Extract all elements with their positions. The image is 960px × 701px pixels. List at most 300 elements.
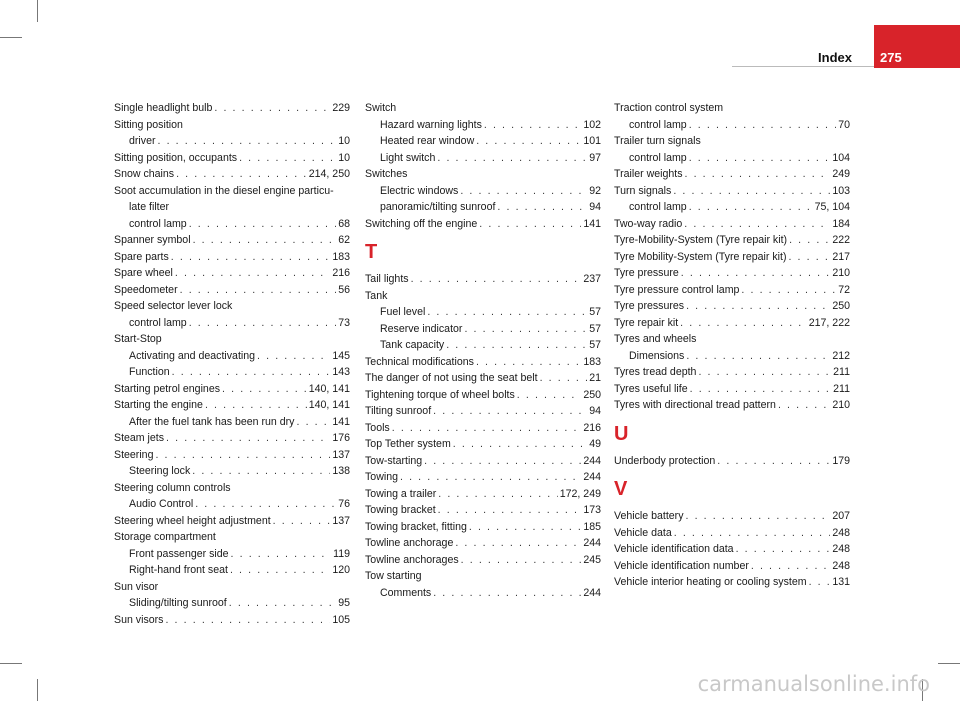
entry-page-number: 245 [583, 553, 601, 566]
index-entry [114, 513, 350, 530]
index-subentry [114, 496, 350, 513]
entry-page-number: 244 [583, 586, 601, 599]
entry-term: Tyre Mobility-System (Tyre repair kit) [614, 250, 787, 263]
leader-dots [681, 265, 831, 282]
leader-dots [686, 298, 830, 315]
entry-term: Front passenger side [129, 547, 229, 560]
leader-dots [680, 315, 807, 332]
entry-term: Tank capacity [380, 339, 445, 351]
leader-dots [476, 133, 581, 150]
index-subentry [114, 133, 350, 150]
entry-page-number: 101 [583, 135, 601, 147]
index-heading: Sitting position [114, 118, 183, 131]
leader-dots [166, 430, 330, 447]
index-heading: Switches [365, 168, 408, 180]
index-subentry [114, 216, 350, 233]
crop-mark [0, 663, 22, 664]
entry-page-number: 249 [832, 168, 850, 180]
entry-term: Tyre pressure control lamp [614, 283, 740, 296]
entry-term: Light switch [380, 151, 436, 164]
index-subentry [614, 199, 850, 216]
entry-term: Electric windows [380, 184, 459, 197]
entry-term: Technical modifications [365, 355, 474, 368]
entry-term: Audio Control [129, 498, 194, 510]
leader-dots [736, 541, 831, 558]
entry-term: Tyre pressure [614, 267, 679, 279]
entry-term: Speedometer [114, 283, 178, 296]
entry-page-number: 210 [832, 399, 850, 411]
entry-page-number: 76 [338, 498, 350, 510]
leader-dots [172, 364, 331, 381]
leader-dots [461, 552, 582, 569]
entry-term: Heated rear window [380, 135, 475, 147]
index-entry [614, 574, 850, 591]
leader-dots [788, 249, 830, 266]
entry-term: Sliding/tilting sunroof [129, 597, 227, 609]
entry-term: Snow chains [114, 168, 175, 180]
index-entry [614, 541, 850, 558]
leader-dots [698, 364, 831, 381]
index-entry [365, 370, 601, 387]
entry-page-number: 73 [338, 316, 350, 329]
entry-term: Tail lights [365, 273, 409, 285]
entry-page-number: 137 [332, 514, 350, 527]
index-subentry [114, 562, 350, 579]
leader-dots [689, 117, 837, 134]
entry-term: Function [129, 366, 170, 378]
index-entry [114, 430, 350, 447]
entry-term: Vehicle identification number [614, 559, 749, 572]
index-entry [614, 558, 850, 575]
leader-dots [433, 403, 587, 420]
entry-term: control lamp [629, 118, 687, 131]
entry-term: Turn signals [614, 184, 672, 197]
index-entry [614, 216, 850, 233]
entry-page-number: 248 [832, 559, 850, 572]
leader-dots [686, 508, 831, 525]
leader-dots [176, 166, 307, 183]
entry-page-number: 10 [338, 151, 350, 164]
leader-dots [686, 348, 830, 365]
leader-dots [809, 574, 831, 591]
entry-term: Hazard warning lights [380, 118, 482, 131]
leader-dots [193, 232, 337, 249]
index-entry [614, 183, 850, 200]
index-heading: Switch [365, 102, 397, 114]
leader-dots [296, 414, 330, 431]
entry-term: Vehicle interior heating or cooling system [614, 576, 807, 588]
index-entry [365, 387, 601, 404]
crop-mark [37, 679, 38, 701]
index-entry [114, 166, 350, 183]
index-subentry [365, 199, 601, 216]
index-entry [614, 397, 850, 414]
leader-dots [427, 304, 587, 321]
entry-term: control lamp [629, 201, 687, 213]
leader-dots [175, 265, 330, 282]
index-subentry [365, 321, 601, 338]
leader-dots [460, 183, 587, 200]
leader-dots [517, 387, 582, 404]
index-entry [614, 249, 850, 266]
entry-term: Tightening torque of wheel bolts [365, 388, 515, 401]
index-subentry [365, 133, 601, 150]
entry-term: Reserve indicator [380, 322, 463, 335]
leader-dots [171, 249, 331, 266]
index-heading: Speed selector lever lock [114, 300, 233, 312]
entry-term: control lamp [629, 151, 687, 164]
index-subentry [114, 463, 350, 480]
index-entry [614, 166, 850, 183]
index-heading: late filter [129, 201, 170, 213]
index-entry [614, 315, 850, 332]
entry-term: Tow-starting [365, 454, 423, 467]
entry-term: Towing [365, 471, 398, 483]
leader-dots [673, 183, 830, 200]
leader-dots [685, 166, 831, 183]
leader-dots [239, 150, 336, 167]
index-entry [365, 271, 601, 288]
index-heading: Trailer turn signals [614, 135, 701, 147]
entry-term: Vehicle identification data [614, 543, 734, 555]
leader-dots [438, 502, 582, 519]
index-subentry [365, 150, 601, 167]
index-entry [614, 453, 850, 470]
entry-term: After the fuel tank has been run dry [129, 415, 295, 428]
entry-page-number: 216 [583, 421, 601, 434]
entry-term: Vehicle battery [614, 510, 684, 522]
entry-page-number: 173 [583, 504, 601, 516]
entry-term: Towing a trailer [365, 487, 437, 500]
index-heading: Traction control system [614, 102, 724, 114]
leader-dots [180, 282, 337, 299]
leader-dots [741, 282, 836, 299]
index-subentry [365, 304, 601, 321]
leader-dots [158, 133, 337, 150]
page-title: Index [818, 50, 852, 65]
entry-term: Starting the engine [114, 399, 203, 411]
entry-page-number: 172, 249 [559, 487, 601, 500]
entry-term: control lamp [129, 316, 187, 329]
entry-term: Sun visors [114, 613, 164, 626]
leader-dots [165, 612, 330, 629]
entry-page-number: 229 [332, 102, 350, 114]
index-entry [114, 232, 350, 249]
entry-term: The danger of not using the seat belt [365, 372, 538, 384]
index-heading: Start-Stop [114, 333, 162, 345]
index-entry [614, 364, 850, 381]
leader-dots [751, 558, 830, 575]
index-entry [114, 612, 350, 629]
entry-page-number: 140, 141 [308, 399, 350, 411]
page-number-tab [874, 25, 960, 68]
entry-term: Activating and deactivating [129, 349, 256, 362]
crop-mark [938, 663, 960, 664]
index-entry [614, 525, 850, 542]
entry-term: Tyres useful life [614, 382, 688, 395]
index-entry [114, 265, 350, 282]
index-entry [365, 535, 601, 552]
entry-term: Fuel level [380, 306, 426, 318]
entry-page-number: 244 [583, 537, 601, 549]
leader-dots [479, 216, 581, 233]
entry-page-number: 248 [832, 543, 850, 555]
index-entry [614, 232, 850, 249]
leader-dots [789, 232, 830, 249]
index-subentry [114, 348, 350, 365]
entry-term: Two-way radio [614, 217, 683, 230]
entry-page-number: 214, 250 [308, 168, 350, 180]
index-heading: Sun visor [114, 580, 159, 593]
index-subentry [114, 315, 350, 332]
entry-term: Trailer weights [614, 168, 683, 180]
index-entry [114, 397, 350, 414]
leader-dots [438, 486, 558, 503]
section-letter: T [365, 241, 378, 263]
index-subentry [365, 585, 601, 602]
entry-term: Starting petrol engines [114, 382, 221, 395]
entry-term: Tools [365, 421, 390, 434]
entry-page-number: 68 [338, 217, 350, 230]
index-heading: Tyres and wheels [614, 333, 697, 345]
entry-page-number: 210 [832, 267, 850, 279]
entry-term: Right-hand front seat [129, 564, 228, 576]
leader-dots [433, 585, 581, 602]
entry-term: Tyre pressures [614, 300, 685, 312]
index-entry [614, 508, 850, 525]
entry-term: Towing bracket [365, 504, 436, 516]
index-entry [365, 502, 601, 519]
entry-term: Tilting sunroof [365, 405, 432, 417]
entry-page-number: 10 [338, 135, 350, 147]
index-subentry [365, 117, 601, 134]
entry-term: Towline anchorages [365, 553, 459, 566]
index-subentry [614, 348, 850, 365]
entry-term: Tyre-Mobility-System (Tyre repair kit) [614, 234, 788, 246]
crop-mark [37, 0, 38, 22]
crop-mark [0, 37, 22, 38]
index-heading: Steering column controls [114, 481, 231, 494]
leader-dots [717, 453, 830, 470]
index-heading: Soot accumulation in the diesel engine particu- [114, 184, 334, 197]
index-entry [114, 249, 350, 266]
entry-page-number: 102 [583, 118, 601, 131]
entry-term: panoramic/tilting sunroof [380, 201, 496, 213]
index-column-1 [114, 100, 350, 628]
leader-dots [684, 216, 830, 233]
leader-dots [453, 436, 587, 453]
entry-page-number: 250 [832, 300, 850, 312]
entry-page-number: 183 [583, 355, 601, 368]
index-entry [365, 420, 601, 437]
index-heading: Tow starting [365, 570, 422, 582]
leader-dots [155, 447, 330, 464]
index-subentry [365, 337, 601, 354]
entry-page-number: 57 [589, 306, 601, 318]
index-entry [365, 519, 601, 536]
leader-dots [540, 370, 588, 387]
index-entry [614, 265, 850, 282]
leader-dots [400, 469, 581, 486]
entry-page-number: 140, 141 [308, 382, 350, 395]
entry-page-number: 72 [838, 283, 850, 296]
index-entry [365, 453, 601, 470]
entry-term: Towline anchorage [365, 537, 454, 549]
entry-page-number: 70 [838, 118, 850, 131]
leader-dots [392, 420, 582, 437]
index-subentry [114, 364, 350, 381]
entry-term: Dimensions [629, 349, 685, 362]
index-entry [365, 469, 601, 486]
entry-page-number: 183 [332, 250, 350, 263]
page-number: 275 [880, 50, 902, 65]
index-entry [114, 100, 350, 117]
entry-page-number: 104 [832, 151, 850, 164]
index-entry [365, 436, 601, 453]
entry-page-number: 217 [832, 250, 850, 263]
entry-page-number: 137 [332, 448, 350, 461]
index-subentry [614, 150, 850, 167]
entry-page-number: 62 [338, 234, 350, 246]
leader-dots [222, 381, 307, 398]
leader-dots [424, 453, 581, 470]
index-entry [365, 216, 601, 233]
entry-page-number: 95 [338, 597, 350, 609]
entry-page-number: 49 [589, 438, 601, 450]
index-entry [114, 150, 350, 167]
index-subentry [114, 595, 350, 612]
index-entry [614, 298, 850, 315]
entry-page-number: 94 [589, 201, 601, 213]
entry-page-number: 179 [832, 454, 850, 467]
entry-term: Steering lock [129, 465, 191, 477]
entry-page-number: 237 [583, 273, 601, 285]
entry-page-number: 185 [583, 520, 601, 533]
leader-dots [195, 496, 336, 513]
leader-dots [469, 519, 581, 536]
watermark: carmanualsonline.info [697, 672, 930, 696]
index-heading: Tank [365, 289, 388, 302]
entry-term: Steering wheel height adjustment [114, 514, 271, 527]
entry-term: Tyre repair kit [614, 316, 679, 329]
entry-page-number: 250 [583, 388, 601, 401]
entry-page-number: 119 [333, 547, 350, 560]
entry-page-number: 21 [589, 372, 601, 384]
leader-dots [437, 150, 587, 167]
entry-term: driver [129, 135, 156, 147]
entry-page-number: 184 [832, 217, 850, 230]
entry-term: Single headlight bulb [114, 102, 213, 114]
entry-page-number: 248 [832, 526, 850, 539]
entry-term: Towing bracket, fitting [365, 520, 467, 533]
leader-dots [455, 535, 581, 552]
index-entry [114, 282, 350, 299]
entry-term: Steam jets [114, 432, 165, 444]
section-letter: U [614, 422, 629, 445]
leader-dots [484, 117, 581, 134]
leader-dots [674, 525, 831, 542]
leader-dots [230, 562, 330, 579]
index-column-2 [365, 100, 601, 601]
entry-page-number: 176 [332, 432, 350, 444]
entry-term: Spare parts [114, 250, 169, 263]
index-entry [365, 403, 601, 420]
index-entry [614, 381, 850, 398]
entry-page-number: 244 [583, 471, 601, 483]
entry-page-number: 217, 222 [808, 316, 850, 329]
index-entry [365, 552, 601, 569]
leader-dots [778, 397, 830, 414]
leader-dots [192, 463, 330, 480]
entry-page-number: 216 [332, 267, 350, 279]
entry-page-number: 211 [833, 382, 850, 395]
leader-dots [273, 513, 331, 530]
entry-page-number: 120 [332, 564, 350, 576]
entry-page-number: 138 [332, 465, 350, 477]
index-column-3 [614, 100, 850, 591]
index-subentry [365, 183, 601, 200]
index-entry [365, 486, 601, 503]
index-entry [614, 282, 850, 299]
entry-page-number: 75, 104 [814, 201, 850, 213]
index-entry [114, 381, 350, 398]
index-subentry [114, 414, 350, 431]
entry-page-number: 94 [589, 405, 601, 417]
index-entry [114, 447, 350, 464]
header-rule [732, 66, 874, 67]
entry-page-number: 207 [832, 510, 850, 522]
index-subentry [614, 117, 850, 134]
entry-page-number: 57 [589, 322, 601, 335]
entry-page-number: 56 [338, 283, 350, 296]
index-heading: Storage compartment [114, 531, 216, 543]
entry-term: Comments [380, 586, 432, 599]
leader-dots [411, 271, 582, 288]
entry-page-number: 141 [583, 217, 601, 230]
leader-dots [446, 337, 587, 354]
index-subentry [114, 546, 350, 563]
leader-dots [229, 595, 336, 612]
leader-dots [231, 546, 332, 563]
entry-term: Sitting position, occupants [114, 151, 238, 164]
entry-term: Top Tether system [365, 438, 451, 450]
entry-page-number: 105 [332, 613, 350, 626]
entry-page-number: 92 [589, 184, 601, 197]
index-entry [365, 354, 601, 371]
entry-term: Steering [114, 448, 154, 461]
entry-page-number: 211 [833, 366, 850, 378]
entry-page-number: 97 [589, 151, 601, 164]
entry-page-number: 145 [332, 349, 350, 362]
entry-term: Tyres with directional tread pattern [614, 399, 776, 411]
leader-dots [464, 321, 587, 338]
leader-dots [476, 354, 581, 371]
leader-dots [497, 199, 587, 216]
section-letter: V [614, 478, 628, 500]
entry-page-number: 57 [589, 339, 601, 351]
entry-page-number: 212 [832, 349, 850, 362]
leader-dots [205, 397, 307, 414]
leader-dots [689, 199, 813, 216]
leader-dots [689, 150, 831, 167]
entry-page-number: 143 [332, 366, 350, 378]
entry-term: Underbody protection [614, 454, 716, 467]
entry-term: Tyres tread depth [614, 366, 697, 378]
entry-term: Vehicle data [614, 526, 672, 539]
entry-page-number: 244 [583, 454, 601, 467]
leader-dots [189, 216, 337, 233]
entry-page-number: 103 [832, 184, 850, 197]
